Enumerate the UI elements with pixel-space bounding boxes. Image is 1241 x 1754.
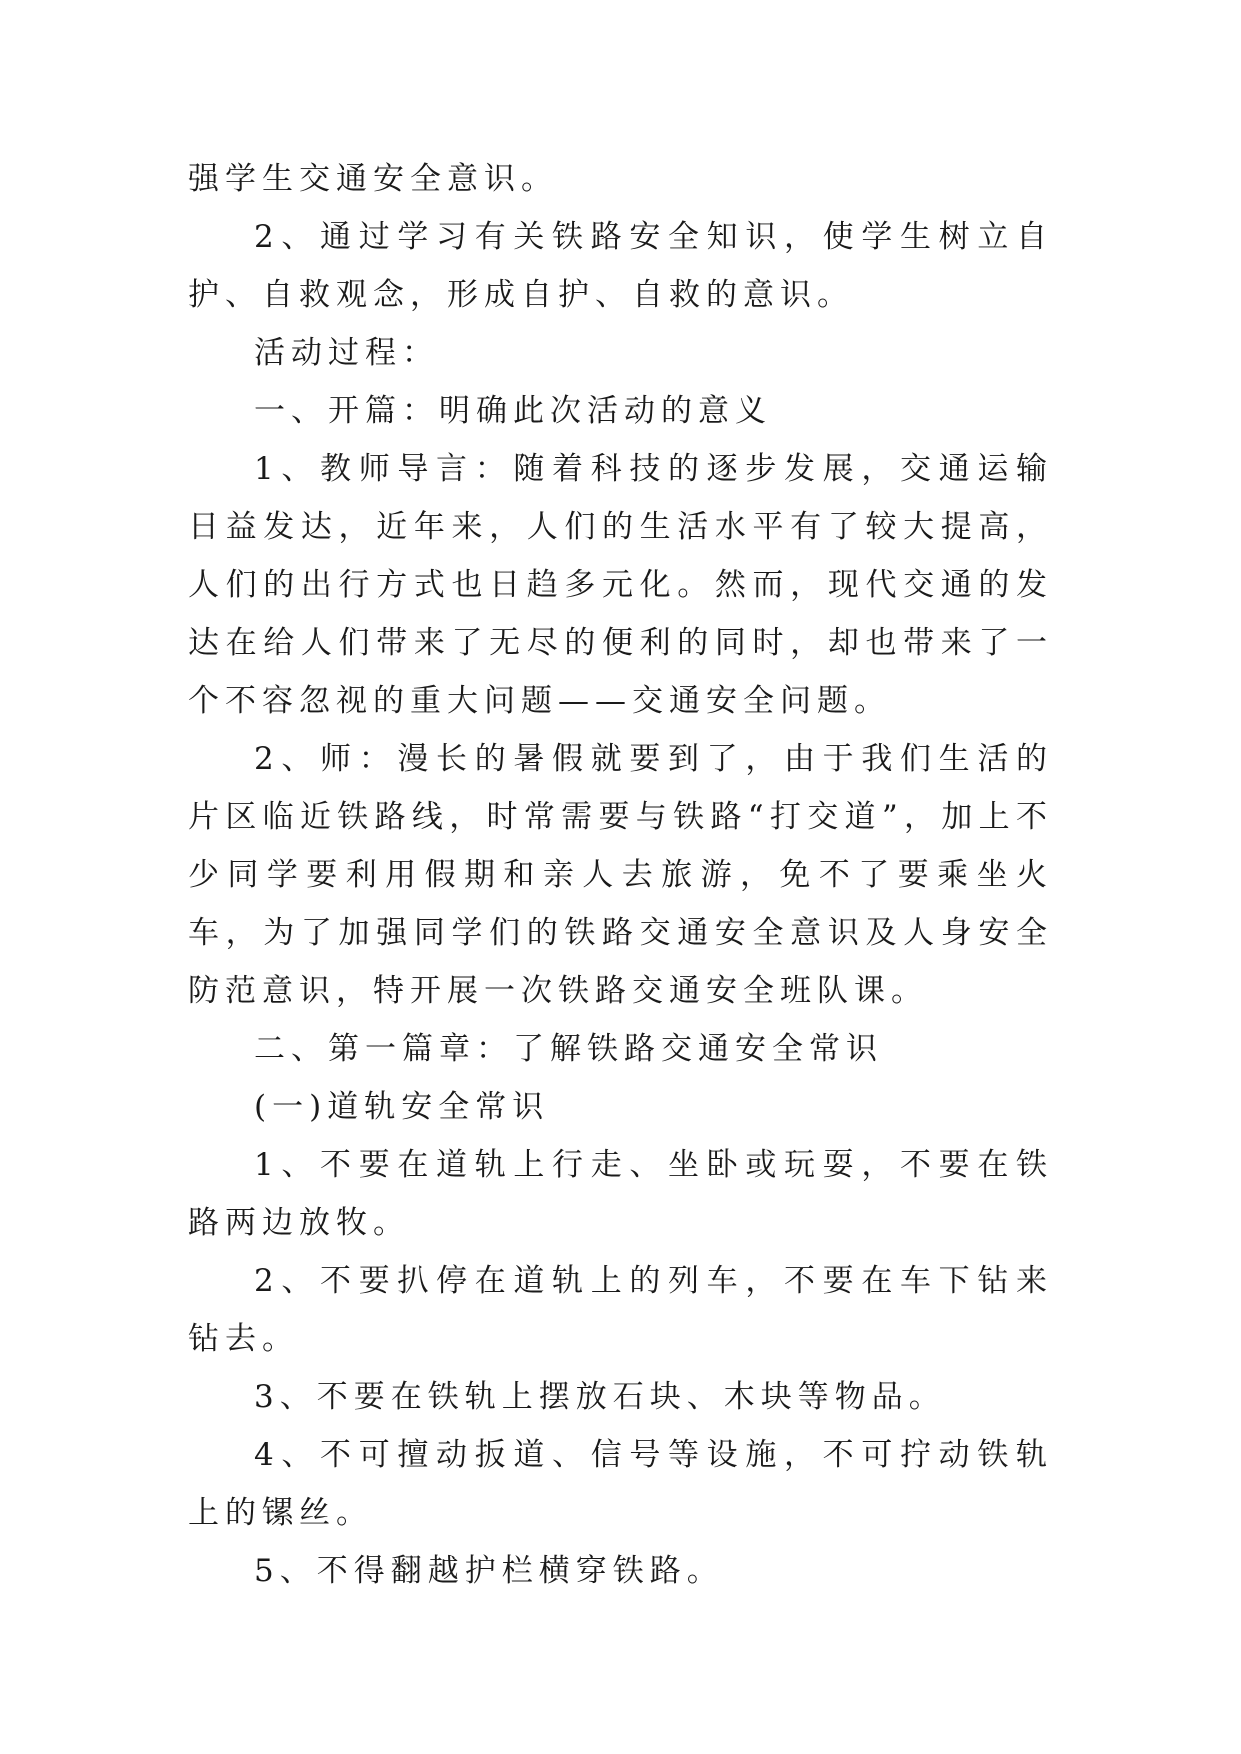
paragraph-objective-2: 2、通过学习有关铁路安全知识，使学生树立自护、自救观念，形成自护、自救的意识。: [188, 219, 1053, 313]
paragraph-teacher-intro: 1、教师导言：随着科技的逐步发展，交通运输日益发达，近年来，人们的生活水平有了较大提高，人们的出行方式也日趋多元化。然而，现代交通的发达在给人们带来了无尽的便利的同时，却也带来了一个不容忽视的重大问题——交通安全问题。: [188, 451, 1053, 719]
heading-part-two: 二、第一篇章：了解铁路交通安全常识: [254, 1031, 883, 1067]
list-item-rule-5: 5、不得翻越护栏横穿铁路。: [254, 1553, 724, 1589]
list-item-rule-2: 2、不要扒停在道轨上的列车，不要在车下钻来钻去。: [188, 1263, 1053, 1357]
paragraph-teacher-remarks: 2、师：漫长的暑假就要到了，由于我们生活的片区临近铁路线，时常需要与铁路“打交道”，加上不少同学要利用假期和亲人去旅游，免不了要乘坐火车，为了加强同学们的铁路交通安全意识及人身安全防范意识，特开展一次铁路交通安全班队课。: [188, 741, 1053, 1009]
heading-track-safety: (一)道轨安全常识: [254, 1089, 550, 1125]
paragraph-continuation: 强学生交通安全意识。: [188, 161, 558, 197]
heading-part-one: 一、开篇：明确此次活动的意义: [254, 393, 772, 429]
list-item-rule-4: 4、不可擅动扳道、信号等设施，不可拧动铁轨上的镙丝。: [188, 1437, 1053, 1531]
document-page: [188, 150, 1053, 1600]
list-item-rule-3: 3、不要在铁轨上摆放石块、木块等物品。: [254, 1379, 946, 1415]
heading-activity-process: 活动过程：: [254, 335, 439, 371]
list-item-rule-1: 1、不要在道轨上行走、坐卧或玩耍，不要在铁路两边放牧。: [188, 1147, 1053, 1241]
